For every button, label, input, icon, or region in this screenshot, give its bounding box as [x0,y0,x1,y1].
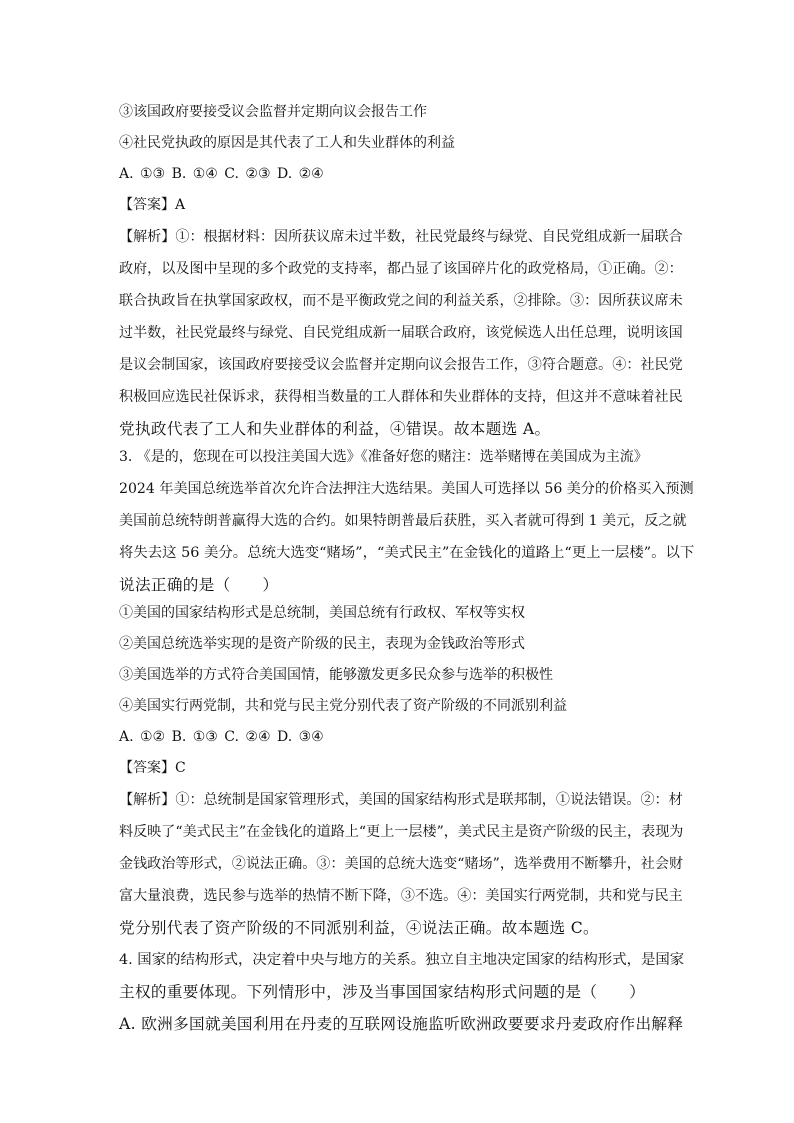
q3-analysis-line: 料反映了“美式民主”在金钱化的道路上“更上一层楼”，美式民主是资产阶级的民主，表现为 [119,824,684,840]
q2-analysis-line: 【解析】①：根据材料：因所获议席未过半数，社民党最终与绿党、自民党组成新一届联合 [119,229,683,245]
q3-answer: 【答案】C [119,760,186,776]
q2-option-3: ③该国政府要接受议会监督并定期向议会报告工作 [119,104,427,120]
q2-analysis-line: 联合执政旨在执掌国家政权，而不是平衡政党之间的利益关系，②排除。③：因所获议席未 [119,293,683,309]
q3-choices: A. ①② B. ①③ C. ②④ D. ③④ [119,729,324,745]
q3-option-4: ④美国实行两党制，共和党与民主党分别代表了资产阶级的不同派别利益 [119,698,567,714]
q3-analysis-line: 【解析】①：总统制是国家管理形式，美国的国家结构形式是联邦制，①说法错误。②：材 [119,792,683,808]
q4-option-a: A. 欧洲多国就美国利用在丹麦的互联网设施监听欧洲政要要求丹麦政府作出解释 [119,1015,684,1033]
q2-option-4: ④社民党执政的原因是其代表了工人和失业群体的利益 [119,135,455,151]
q3-analysis-line: 富大量浪费，选民参与选举的热情不断下降，③不选。④：美国实行两党制，共和党与民主 [119,888,683,904]
q3-analysis-line: 金钱政治等形式，②说法正确。③：美国的总统大选变“赌场”，选举费用不断攀升，社会财 [119,856,684,872]
q3-stem-line: 说法正确的是（ ） [119,576,279,594]
q3-option-1: ①美国的国家结构形式是总统制，美国总统有行政权、军权等实权 [119,605,525,621]
q3-stem-line: 2024 年美国总统选举首次允许合法押注大选结果。美国人可选择以 56 美分的价格买入预测 [119,481,694,497]
q4-stem-line: 4. 国家的结构形式，决定着中央与地方的关系。独立自主地决定国家的结构形式，是国家 [119,952,685,968]
q2-choices: A. ①③ B. ①④ C. ②③ D. ②④ [119,166,324,182]
q3-option-3: ③美国选举的方式符合美国国情，能够激发更多民众参与选举的积极性 [119,667,553,683]
q3-analysis-line: 党分别代表了资产阶级的不同派别利益，④说法正确。故本题选 C。 [119,919,599,937]
q3-stem-line: 美国前总统特朗普赢得大选的合约。如果特朗普最后获胜，买入者就可得到 1 美元，反之就 [119,513,687,529]
q3-option-2: ②美国总统选举实现的是资产阶级的民主，表现为金钱政治等形式 [119,636,525,652]
q3-stem-line: 将失去这 56 美分。总统大选变“赌场”，“美式民主”在金钱化的道路上“更上一层楼”。以下 [119,545,695,561]
q2-analysis-line: 党执政代表了工人和失业群体的利益，④错误。故本题选 A。 [119,420,551,438]
q4-stem-line: 主权的重要体现。下列情形中，涉及当事国国家结构形式问题的是（ ） [119,983,646,1001]
q2-analysis-line: 是议会制国家，该国政府要接受议会监督并定期向议会报告工作，③符合题意。④：社民党 [119,357,683,373]
q2-analysis-line: 政府，以及图中呈现的多个政党的支持率，都凸显了该国碎片化的政党格局，①正确。②： [119,261,683,277]
q3-stem-line: 3. 《是的，您现在可以投注美国大选》《准备好您的赌注：选举赌博在美国成为主流》 [119,449,648,465]
q2-analysis-line: 积极回应选民社保诉求，获得相当数量的工人群体和失业群体的支持，但这并不意味着社民 [119,389,683,405]
q2-answer: 【答案】A [119,197,186,213]
q2-analysis-line: 过半数，社民党最终与绿党、自民党组成新一届联合政府，该党候选人出任总理，说明该国 [119,325,683,341]
